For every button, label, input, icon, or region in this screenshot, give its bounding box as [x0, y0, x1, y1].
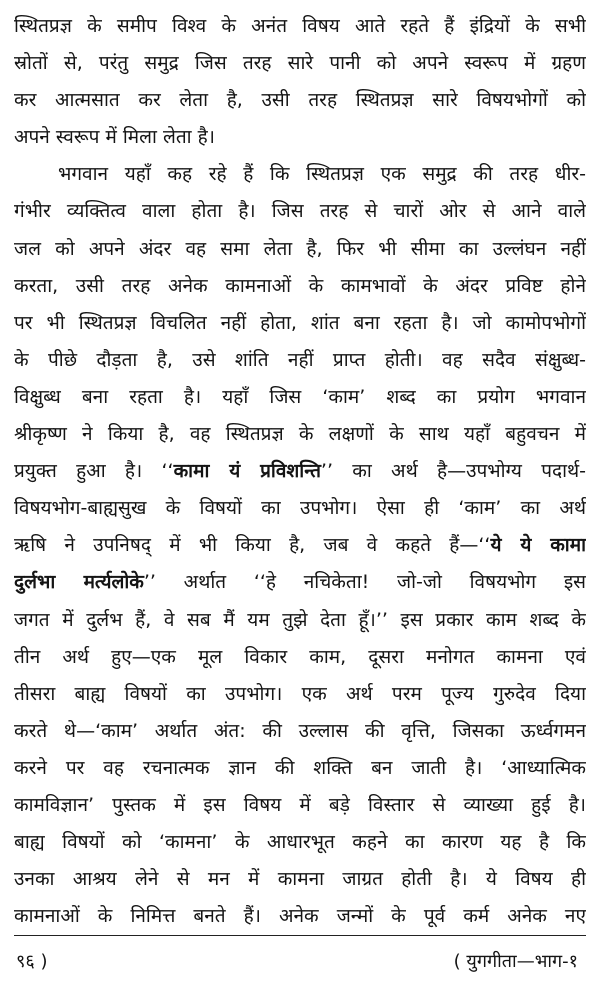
text-line: जल को अपने अंदर वह समा लेता है, फिर भी सीमा का उल्लंघन नहीं [14, 237, 586, 260]
text-line: करने पर वह रचनात्मक ज्ञान की शक्ति बन जाती है। ‘आध्यात्मिक [14, 756, 586, 779]
text-run: ’’ अर्थात ‘‘हे नचिकेता! जो-जो विषयभोग इस [143, 571, 586, 594]
text-line: तीन अर्थ हुए—एक मूल विकार काम, दूसरा मनोगत कामना एवं [14, 645, 586, 668]
text-line [14, 527, 586, 564]
text-line: अपने स्वरूप में मिला लेता है। [14, 126, 215, 149]
text-line: कामनाओं के निमित्त बनते हैं। अनेक जन्मों के पूर्व कर्म अनेक नए [14, 905, 586, 928]
text-line: के पीछे दौड़ता है, उसे शांति नहीं प्राप्त होती। वह सदैव संक्षुब्ध- [14, 348, 586, 371]
text-line: करता, उसी तरह अनेक कामनाओं के कामभावों के अंदर प्रविष्ट होने [14, 274, 586, 297]
text-line: पर भी स्थितप्रज्ञ विचलित नहीं होता, शांत बना रहता है। जो कामोपभोगों [14, 311, 586, 334]
text-line: विषयभोग-बाह्यसुख के विषयों का उपभोग। ऐसा ही ‘काम’ का अर्थ [14, 497, 586, 520]
text-line: स्थितप्रज्ञ के समीप विश्व के अनंत विषय आते रहते हैं इंद्रियों के सभी [14, 15, 586, 37]
text-line [14, 453, 586, 490]
text-line [14, 564, 586, 601]
document-body [14, 8, 586, 935]
sanskrit-quote: दुर्लभा मर्त्यलोके [14, 571, 144, 594]
text-line: स्रोतों से, परंतु समुद्र जिस तरह सारे पानी को अपने स्वरूप में ग्रहण [14, 52, 586, 75]
text-line: जगत में दुर्लभ हैं, वे सब मैं यम तुझे देता हूँ।’’ इस प्रकार काम शब्द के [14, 608, 586, 631]
text-line: विक्षुब्ध बना रहता है। यहाँ जिस ‘काम’ शब्द का प्रयोग भगवान [14, 385, 586, 408]
sanskrit-quote: ये ये कामा [490, 534, 586, 557]
text-line: श्रीकृष्ण ने किया है, वह स्थितप्रज्ञ के लक्षणों के साथ यहाँ बहुवचन में [14, 423, 586, 446]
page-number: ९६ ) [16, 951, 48, 972]
text-line: कर आत्मसात कर लेता है, उसी तरह स्थितप्रज्ञ सारे विषयभोगों को [14, 89, 586, 112]
book-title: ( युगगीता—भाग-१ [453, 951, 578, 972]
text-line: करते थे—‘काम’ अर्थात अंत: की उल्लास की वृत्ति, जिसका ऊर्ध्वगमन [14, 719, 586, 742]
text-line: तीसरा बाह्य विषयों का उपभोग। एक अर्थ परम पूज्य गुरुदेव दिया [14, 682, 586, 705]
text-line: कामविज्ञान’ पुस्तक में इस विषय में बड़े विस्तार से व्याख्या हुई है। [14, 793, 586, 816]
text-line: बाह्य विषयों को ‘कामना’ के आधारभूत कहने का कारण यह है कि [14, 831, 586, 854]
text-run: प्रयुक्त हुआ है। ‘‘ [14, 460, 174, 483]
text-run: ऋषि ने उपनिषद् में भी किया है, जब वे कहते हैं—‘‘ [14, 534, 491, 557]
text-run: ’’ का अर्थ है—उपभोग्य पदार्थ- [320, 460, 586, 483]
text-line: उनका आश्रय लेने से मन में कामना जाग्रत होती है। ये विषय ही [14, 868, 586, 891]
text-line: गंभीर व्यक्तित्व वाला होता है। जिस तरह से चारों ओर से आने वाले [14, 200, 586, 223]
sanskrit-quote: कामा यं प्रविशन्ति [173, 460, 321, 483]
footer-divider [14, 935, 586, 936]
paragraph-start-line: भगवान यहाँ कह रहे हैं कि स्थितप्रज्ञ एक समुद्र की तरह धीर- [58, 163, 586, 186]
